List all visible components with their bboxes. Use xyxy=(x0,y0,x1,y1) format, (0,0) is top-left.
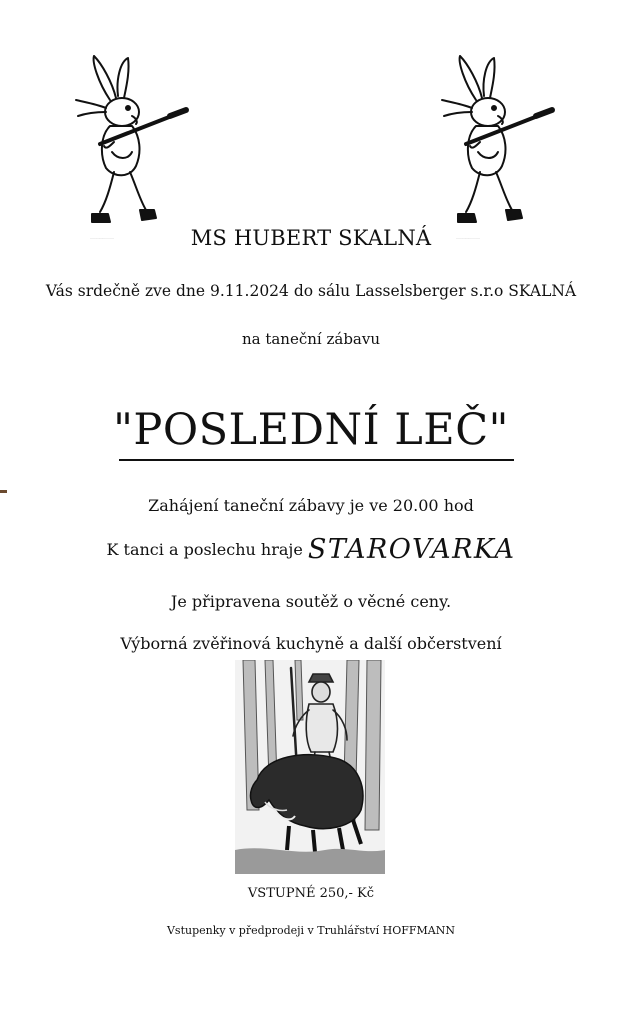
right-image-caption: ························· xyxy=(456,236,480,240)
rabbit-hunter-illustration-left xyxy=(70,52,190,232)
band-name: STAROVARKA xyxy=(307,534,516,565)
organization-title: MS HUBERT SKALNÁ xyxy=(190,226,432,250)
entry-fee: VSTUPNÉ 250,- Kč xyxy=(247,886,375,901)
contest-line: Je připravena soutěž o věcné ceny. xyxy=(170,592,452,611)
event-type: na taneční zábavu xyxy=(241,330,381,348)
band-prefix: K tanci a poslechu hraje xyxy=(106,540,303,559)
invitation-line: Vás srdečně zve dne 9.11.2024 do sálu Lasselsberger s.r.o SKALNÁ xyxy=(45,282,577,300)
rabbit-hunter-illustration-right xyxy=(436,52,556,232)
kitchen-line: Výborná zvěřinová kuchyně a další občerstvení xyxy=(120,634,502,653)
left-image-caption: ························· xyxy=(90,236,114,240)
start-time-line: Zahájení taneční zábavy je ve 20.00 hod xyxy=(148,496,474,515)
band-line xyxy=(0,534,622,565)
event-name-title: "POSLEDNÍ LEČ" xyxy=(113,405,509,455)
hunter-riding-boar-illustration xyxy=(235,660,385,874)
edge-mark xyxy=(0,490,7,493)
presale-info: Vstupenky v předprodeji v Truhlářství HOFFMANN xyxy=(166,924,455,937)
title-underline xyxy=(119,459,514,461)
